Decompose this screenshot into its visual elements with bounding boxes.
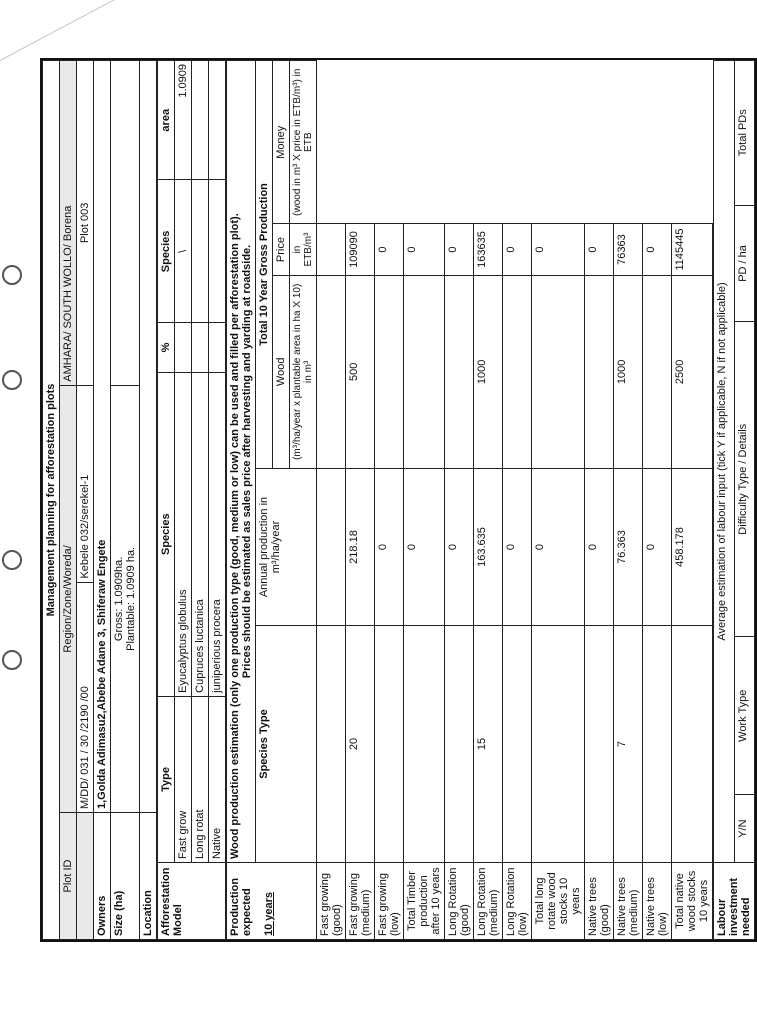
row-annual xyxy=(643,626,672,863)
row-species: Long Rotation (medium) xyxy=(474,863,503,940)
row-money: 0 xyxy=(503,224,532,275)
labour-header-difficulty: Difficulty Type / Details xyxy=(734,322,755,637)
sub-wood: (m³/ha/year x plantable area in ha X 10) in m³ xyxy=(290,275,317,468)
col-price: Price xyxy=(273,224,290,275)
row-annual xyxy=(404,626,445,863)
labour-header-total: Total PDs xyxy=(734,61,755,206)
owners-label: Owners xyxy=(94,813,111,940)
row-wood: 0 xyxy=(375,469,404,626)
kebele: Kebele 032/serekel-1 xyxy=(77,385,94,582)
region-label: Region/Zone/Woreda/ xyxy=(60,385,77,812)
production-label-text: Production expected xyxy=(229,877,253,936)
row-wood: 0 xyxy=(445,469,474,626)
aff-header-pct: % xyxy=(158,323,175,372)
aff-area xyxy=(192,61,209,181)
aff-species: Eyucalyptus globulus xyxy=(175,372,192,696)
aff-species2 xyxy=(192,180,209,323)
col-money: Money xyxy=(273,61,290,224)
labour-header-pd: PD / ha xyxy=(734,205,755,322)
row-money: 0 xyxy=(643,224,672,275)
production-note-1: Wood production estimation (only one production type (good, medium or low) can be used and filled per afforestation plot). xyxy=(229,213,241,859)
aff-dash: \ xyxy=(175,180,192,323)
row-money: 1145445 xyxy=(672,224,713,275)
owners-value: 1,Golda Adimasu2,Abebe Adane 3, Shiferaw Engete xyxy=(94,61,111,813)
row-species: Native trees (good) xyxy=(585,863,614,940)
aff-header-area: area xyxy=(158,61,175,181)
aff-species2 xyxy=(209,180,226,323)
row-wood: 0 xyxy=(532,469,585,626)
row-price: 1000 xyxy=(474,275,503,468)
row-wood: 458.178 xyxy=(672,469,713,626)
row-money: 163635 xyxy=(474,224,503,275)
row-price xyxy=(375,275,404,468)
row-species: Total native wood stocks 10 years xyxy=(672,863,713,940)
col-wood: Wood xyxy=(273,275,290,468)
production-notes xyxy=(227,61,256,863)
location-label: Location xyxy=(140,813,157,940)
production-row xyxy=(614,61,643,940)
row-price: 1000 xyxy=(614,275,643,468)
row-wood: 76.363 xyxy=(614,469,643,626)
production-row xyxy=(474,61,503,940)
col-annual: Annual production in m³/ha/year xyxy=(256,469,317,626)
aff-pct xyxy=(175,323,192,372)
row-money xyxy=(317,224,346,275)
size-blank xyxy=(111,61,140,386)
row-species: Native trees (medium) xyxy=(614,863,643,940)
row-annual xyxy=(375,626,404,863)
row-wood: 0 xyxy=(585,469,614,626)
labour-title: Average estimation of labour input (tick Y if applicable, N if not applicable) xyxy=(714,61,735,863)
labour-header-yn: Y/N xyxy=(734,795,755,863)
production-row xyxy=(317,61,346,940)
row-price xyxy=(445,275,474,468)
gross-size: Gross: 1.0909ha. xyxy=(113,556,125,642)
plot-id-label: Plot ID xyxy=(60,813,77,940)
aff-area xyxy=(209,61,226,181)
aff-header-species2: Species xyxy=(158,180,175,323)
row-annual xyxy=(317,626,346,863)
row-money: 0 xyxy=(532,224,585,275)
row-species: Fast growing (medium) xyxy=(346,863,375,940)
plot-number: Plot 003 xyxy=(77,61,94,386)
row-money: 0 xyxy=(445,224,474,275)
row-annual xyxy=(532,626,585,863)
planning-form xyxy=(40,58,757,942)
production-total-row xyxy=(672,61,713,940)
row-annual xyxy=(445,626,474,863)
row-annual xyxy=(672,626,713,863)
labour-label: Labour investment needed xyxy=(714,863,755,940)
production-total-row xyxy=(532,61,585,940)
production-table xyxy=(226,60,713,940)
region-value: AMHARA/ SOUTH WOLLO/ Borena xyxy=(60,61,77,386)
row-species: Total Timber production after 10 years xyxy=(404,863,445,940)
size-values xyxy=(111,385,140,812)
row-money: 0 xyxy=(585,224,614,275)
row-wood xyxy=(317,469,346,626)
date-code: M/DD/ 031 / 30 /2190 /00 xyxy=(77,582,94,812)
aff-type: Fast grow xyxy=(175,696,192,862)
row-wood: 218.18 xyxy=(346,469,375,626)
row-species: Native trees (low) xyxy=(643,863,672,940)
production-total-row xyxy=(404,61,445,940)
row-price: 500 xyxy=(346,275,375,468)
row-wood: 0 xyxy=(503,469,532,626)
production-row xyxy=(445,61,474,940)
labour-table xyxy=(713,60,755,940)
location-value xyxy=(140,61,157,813)
row-money: 109090 xyxy=(346,224,375,275)
aff-species: Cupruces luctanica xyxy=(192,372,209,696)
row-price xyxy=(585,275,614,468)
aff-type: Long rotat xyxy=(192,696,209,862)
blank-cell xyxy=(77,813,94,940)
row-price xyxy=(503,275,532,468)
form-title: Management planning for afforestation plots xyxy=(43,61,60,940)
row-money: 0 xyxy=(404,224,445,275)
row-wood: 0 xyxy=(404,469,445,626)
plantable-size: Plantable: 1.0909 ha. xyxy=(125,546,137,651)
row-price xyxy=(532,275,585,468)
aff-pct xyxy=(192,323,209,372)
col-total: Total 10 Year Gross Production xyxy=(256,61,273,469)
production-row xyxy=(375,61,404,940)
row-price xyxy=(404,275,445,468)
sub-price: in ETB/m³ xyxy=(290,224,317,275)
aff-species: juniperious procera xyxy=(209,372,226,696)
production-label xyxy=(227,863,317,940)
row-annual xyxy=(585,626,614,863)
header-table xyxy=(42,60,157,940)
row-wood: 163.635 xyxy=(474,469,503,626)
row-wood: 0 xyxy=(643,469,672,626)
row-species: Fast growing (low) xyxy=(375,863,404,940)
row-price xyxy=(317,275,346,468)
row-species: Fast growing (good) xyxy=(317,863,346,940)
production-years: 10 years xyxy=(263,891,275,936)
row-species: Long Rotation (low) xyxy=(503,863,532,940)
production-row xyxy=(585,61,614,940)
row-price: 2500 xyxy=(672,275,713,468)
sub-money: (wood in m³ X price in ETB/m³) in ETB xyxy=(290,61,317,224)
row-money: 76363 xyxy=(614,224,643,275)
aff-header-species: Species xyxy=(158,372,175,696)
aff-header-type: Type xyxy=(158,696,175,862)
row-annual: 7 xyxy=(614,626,643,863)
production-row xyxy=(503,61,532,940)
row-species: Long Rotation (good) xyxy=(445,863,474,940)
production-row xyxy=(643,61,672,940)
afforestation-label: Afforestation Model xyxy=(158,863,226,940)
row-annual: 15 xyxy=(474,626,503,863)
production-rows xyxy=(317,61,713,940)
row-species: Total long rotate wood stocks 10 years xyxy=(532,863,585,940)
row-price xyxy=(643,275,672,468)
aff-area: 1.0909 xyxy=(175,61,192,181)
col-species-type: Species Type xyxy=(256,626,317,863)
size-label: Size (ha) xyxy=(111,813,140,940)
aff-type: Native xyxy=(209,696,226,862)
production-note-2: Prices should be estimated as sales price after harvesting and yarding at roadside. xyxy=(241,244,253,679)
aff-pct xyxy=(209,323,226,372)
row-annual xyxy=(503,626,532,863)
afforestation-table xyxy=(157,60,226,940)
labour-header-work: Work Type xyxy=(734,637,755,795)
row-money: 0 xyxy=(375,224,404,275)
row-annual: 20 xyxy=(346,626,375,863)
production-row xyxy=(346,61,375,940)
